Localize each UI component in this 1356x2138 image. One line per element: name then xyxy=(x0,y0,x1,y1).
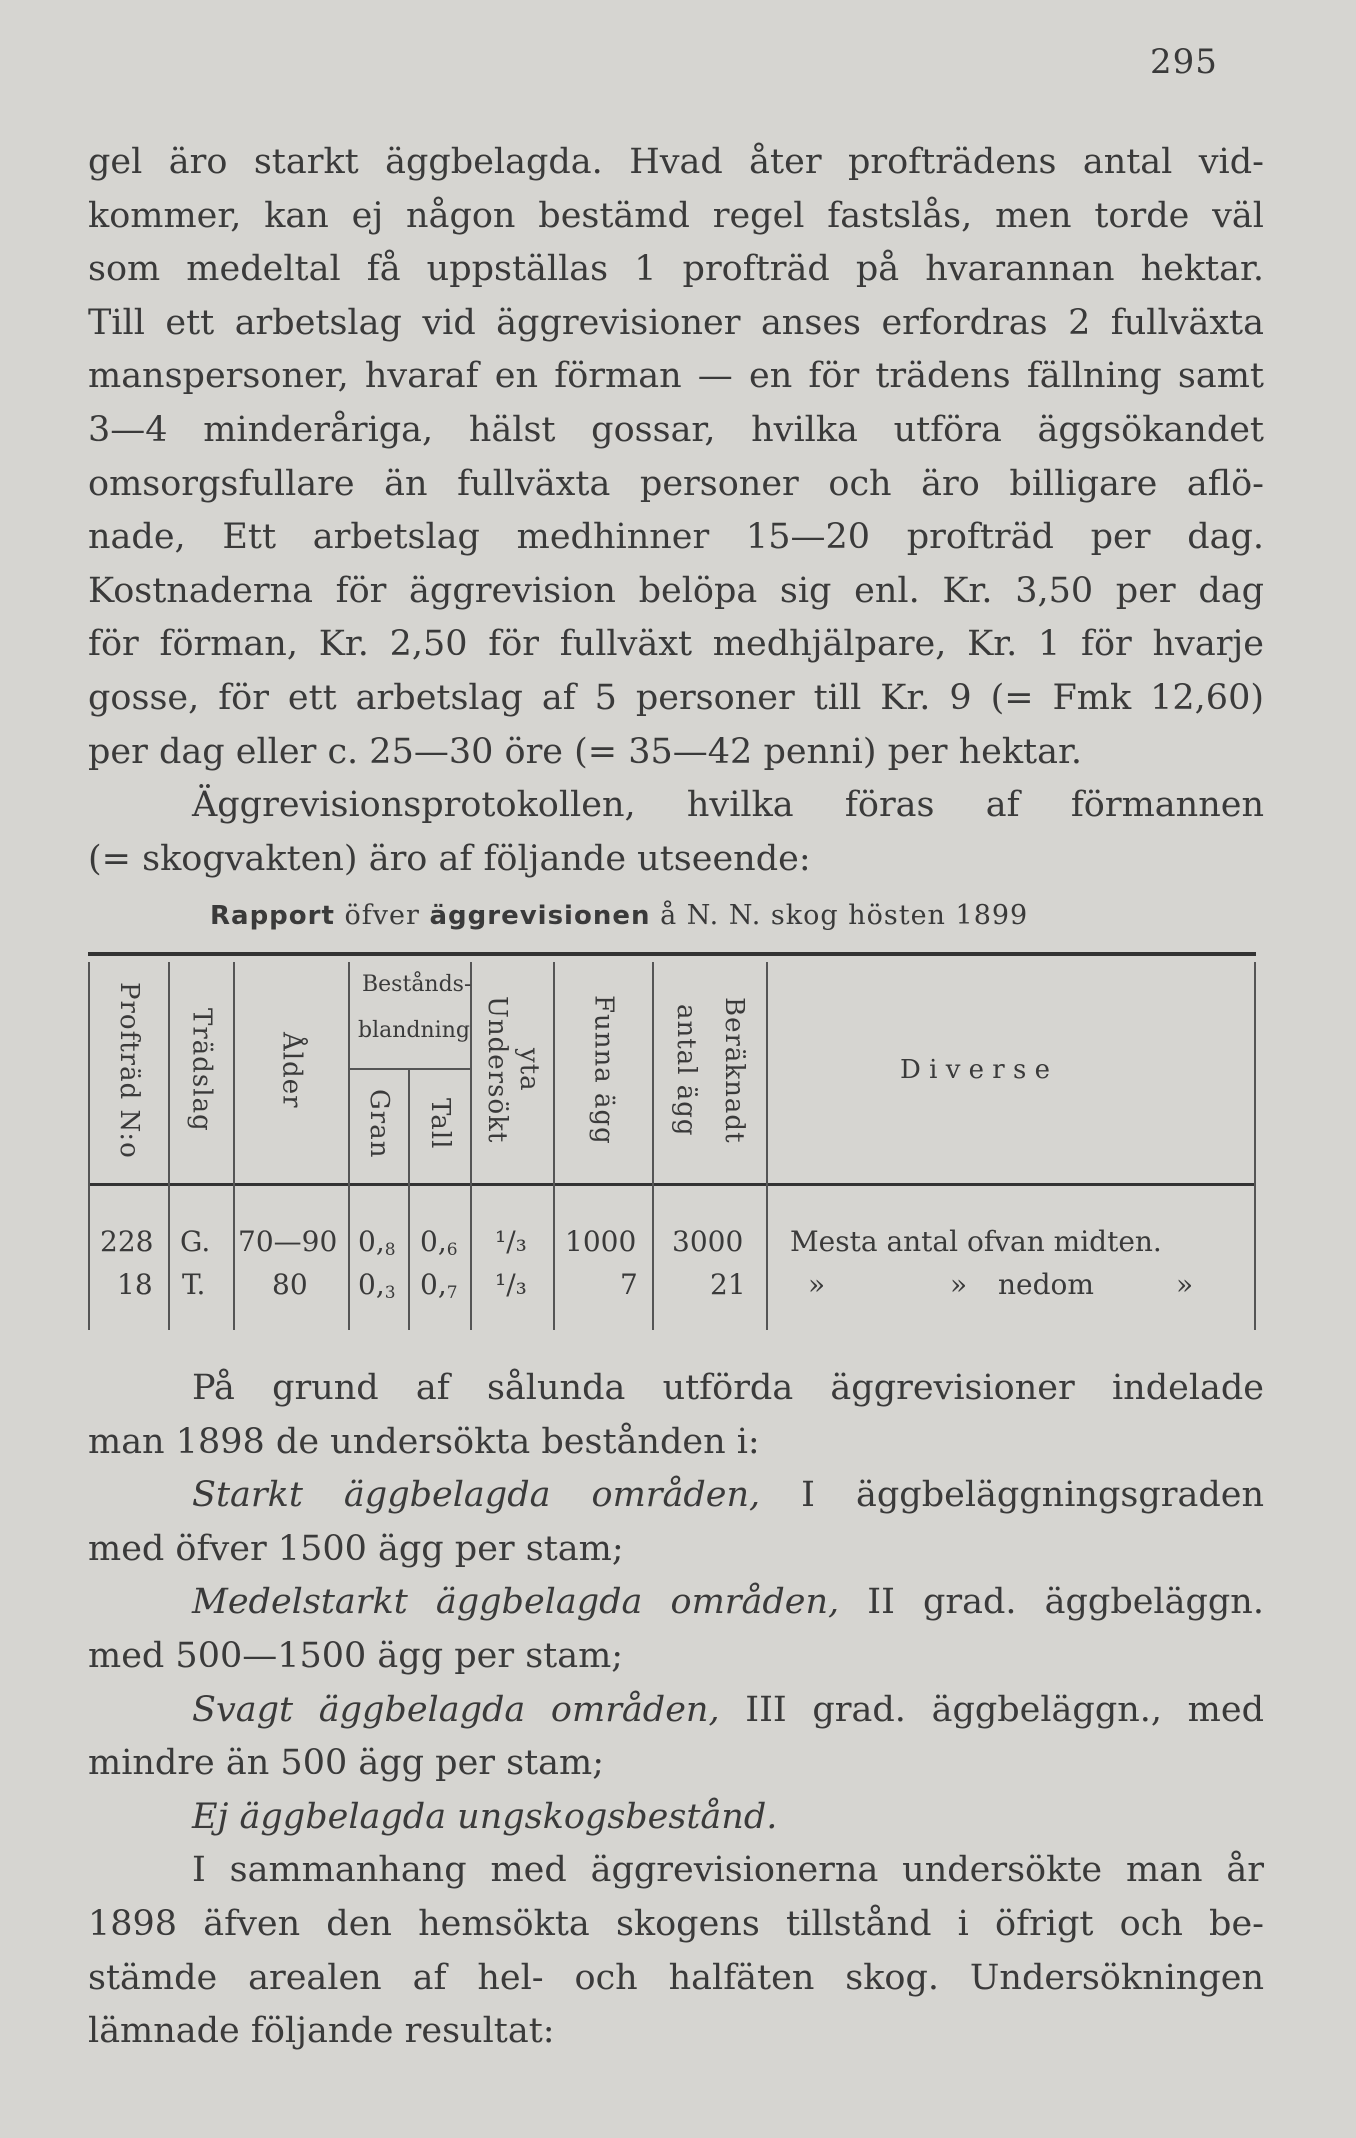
category-line: Medelstarkt äggbelagda områden, II grad. äggbeläggn. xyxy=(192,1582,1264,1623)
header-beraknadt: Beräknadt xyxy=(719,996,749,1144)
header-undersokt: Undersökt xyxy=(482,996,512,1144)
cell-yta: ¹/₃ xyxy=(495,1225,527,1258)
cell-antal: 21 xyxy=(710,1268,746,1301)
cell-diverse: Mesta antal ofvan midten. xyxy=(790,1225,1162,1258)
column-divider xyxy=(1254,962,1256,1330)
text-line: som medeltal få uppställas 1 profträd på hvarannan hektar. xyxy=(88,249,1264,290)
cell-alder: 70—90 xyxy=(238,1225,338,1258)
cell-nr: 18 xyxy=(117,1268,153,1301)
text-line: gel äro starkt äggbelagda. Hvad åter profträdens antal vid- xyxy=(88,142,1264,182)
cell-tradslag: T. xyxy=(182,1268,206,1301)
text-line: Kostnaderna för äggrevision belöpa sig enl. Kr. 3,50 per dag xyxy=(88,570,1264,611)
text-line: mindre än 500 ägg per stam; xyxy=(88,1743,605,1784)
header-proftrad: Profträd N:o xyxy=(114,981,144,1159)
column-divider xyxy=(470,962,472,1330)
cell-gran: $0,_8$ xyxy=(358,1225,396,1260)
text-line: manspersoner, hvaraf en förman — en för trädens fällning samt xyxy=(88,356,1264,397)
header-tall: Tall xyxy=(425,1098,455,1150)
table-caption xyxy=(210,900,1028,931)
text-line: per dag eller c. 25—30 öre (= 35—42 penni) per hektar. xyxy=(88,731,1082,772)
caption-bold: äggrevisionen xyxy=(429,901,651,931)
header-tradslag: Trädslag xyxy=(186,1008,217,1132)
table-header-rule xyxy=(88,1183,1256,1186)
header-bestands: Bestånds- xyxy=(362,972,472,997)
header-alder: Ålder xyxy=(276,1031,307,1109)
column-divider xyxy=(652,962,654,1330)
cell-diverse: nedom xyxy=(998,1268,1094,1301)
text-line: På grund af sålunda utförda äggrevisioner indelade xyxy=(192,1368,1264,1408)
text-line: (= skogvakten) äro af följande utseende: xyxy=(88,838,811,879)
text-line: Äggrevisionsprotokollen, hvilka föras af förmannen xyxy=(192,785,1264,826)
intro-text xyxy=(88,136,1264,886)
page-number: 295 xyxy=(1150,42,1218,82)
cell-nr: 228 xyxy=(100,1225,154,1258)
category-line: Svagt äggbelagda områden, III grad. äggbeläggn., med xyxy=(192,1689,1264,1730)
category-line: Starkt äggbelagda områden, I äggbeläggningsgraden xyxy=(192,1475,1264,1516)
text-line: med öfver 1500 ägg per stam; xyxy=(88,1528,624,1569)
cell-tall: $0,_7$ xyxy=(420,1268,458,1303)
cell-ditto: » xyxy=(808,1268,826,1301)
text-line: stämde arealen af hel- och halfäten skog. Undersökningen xyxy=(88,1957,1264,1998)
subheader-divider xyxy=(350,1068,470,1070)
cell-tradslag: G. xyxy=(180,1225,211,1258)
caption-bold: Rapport xyxy=(210,901,335,931)
cell-funna: 7 xyxy=(620,1268,638,1301)
cell-funna: 1000 xyxy=(565,1225,637,1258)
header-antal: antal ägg xyxy=(671,1003,701,1137)
header-yta: yta xyxy=(514,1048,544,1092)
text-line: 3—4 minderåriga, hälst gossar, hvilka utföra äggsökandet xyxy=(88,409,1264,450)
header-funna: Funna ägg xyxy=(588,995,619,1145)
header-diverse: D i v e r s e xyxy=(900,1055,1050,1085)
cell-ditto: » xyxy=(950,1268,968,1301)
caption-tail: å N. N. skog hösten 1899 xyxy=(660,900,1029,931)
text-line: Till ett arbetslag vid äggrevisioner anses erfordras 2 fullväxta xyxy=(88,302,1264,343)
text-line: man 1898 de undersökta bestånden i: xyxy=(88,1421,760,1462)
cell-ditto: » xyxy=(1176,1268,1194,1301)
text-line: lämnade följande resultat: xyxy=(88,2011,555,2052)
classification-text xyxy=(88,1362,1264,2059)
text-line: 1898 äfven den hemsökta skogens tillstånd i öfrigt och be- xyxy=(88,1903,1264,1944)
text-line: för förman, Kr. 2,50 för fullväxt medhjälpare, Kr. 1 för hvarje xyxy=(88,624,1264,665)
cell-alder: 80 xyxy=(272,1268,308,1301)
text-line: nade, Ett arbetslag medhinner 15—20 profträd per dag. xyxy=(88,517,1264,558)
text-line: kommer, kan ej någon bestämd regel fastslås, men torde väl xyxy=(88,195,1264,236)
cell-gran: $0,_3$ xyxy=(358,1268,396,1303)
table-top-rule xyxy=(88,952,1256,956)
text-line: omsorgsfullare än fullväxta personer och äro billigare aflö- xyxy=(88,463,1264,504)
column-divider xyxy=(766,962,768,1330)
cell-antal: 3000 xyxy=(672,1225,744,1258)
cell-yta: ¹/₃ xyxy=(495,1268,527,1301)
category-line: Ej äggbelagda ungskogsbestånd. xyxy=(192,1796,778,1837)
header-blandning: blandning xyxy=(358,1018,470,1043)
header-gran: Gran xyxy=(364,1089,394,1159)
text-line: med 500—1500 ägg per stam; xyxy=(88,1635,624,1676)
text-line: gosse, för ett arbetslag af 5 personer till Kr. 9 (= Fmk 12,60) xyxy=(88,677,1264,718)
text-line: I sammanhang med äggrevisionerna undersökte man år xyxy=(192,1850,1264,1891)
cell-tall: $0,_6$ xyxy=(420,1225,458,1260)
caption-word: öfver xyxy=(344,900,420,931)
